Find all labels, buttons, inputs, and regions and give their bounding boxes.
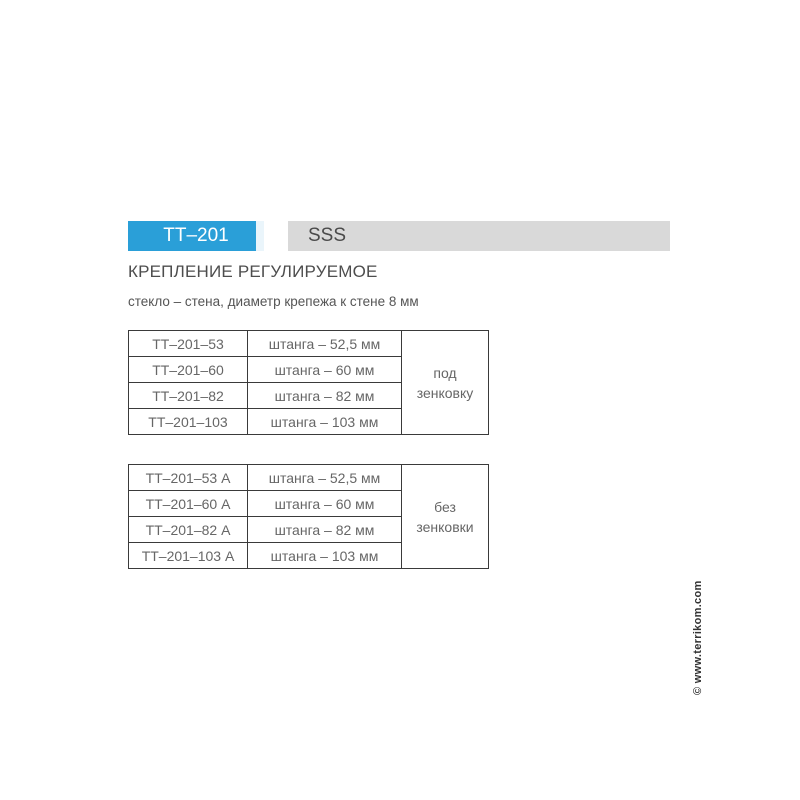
table-row [129, 331, 489, 357]
rod-length-cell: штанга – 52,5 мм [248, 465, 402, 491]
product-title: КРЕПЛЕНИЕ РЕГУЛИРУЕМОЕ [128, 262, 378, 281]
part-code-cell: ТТ–201–53 А [129, 465, 248, 491]
copyright-watermark: © www.terrikom.com [692, 580, 704, 695]
part-code-cell: ТТ–201–82 [129, 383, 248, 409]
part-code-cell: ТТ–201–82 А [129, 517, 248, 543]
spec-table-non-countersunk [128, 464, 489, 569]
part-code-cell: ТТ–201–103 [129, 409, 248, 435]
rod-length-cell: штанга – 60 мм [248, 491, 402, 517]
note-line-1: без [434, 498, 456, 515]
rod-length-cell: штанга – 82 мм [248, 383, 402, 409]
table-row [129, 465, 489, 491]
rod-length-cell: штанга – 103 мм [248, 543, 402, 569]
product-subtitle: стекло – стена, диаметр крепежа к стене 8 мм [128, 294, 419, 309]
note-line-2: зенковки [416, 518, 474, 535]
part-code-cell: ТТ–201–60 А [129, 491, 248, 517]
mounting-note-cell [402, 331, 489, 435]
mounting-note-cell [402, 465, 489, 569]
material-label: SSS [288, 221, 670, 251]
note-line-1: под [433, 364, 457, 381]
note-line-2: зенковку [416, 384, 474, 401]
part-code-cell: ТТ–201–60 [129, 357, 248, 383]
rod-length-cell: штанга – 82 мм [248, 517, 402, 543]
product-code-badge: ТТ–201 [128, 221, 264, 251]
part-code-cell: ТТ–201–103 А [129, 543, 248, 569]
spec-table-countersunk [128, 330, 489, 435]
part-code-cell: ТТ–201–53 [129, 331, 248, 357]
rod-length-cell: штанга – 60 мм [248, 357, 402, 383]
rod-length-cell: штанга – 103 мм [248, 409, 402, 435]
rod-length-cell: штанга – 52,5 мм [248, 331, 402, 357]
